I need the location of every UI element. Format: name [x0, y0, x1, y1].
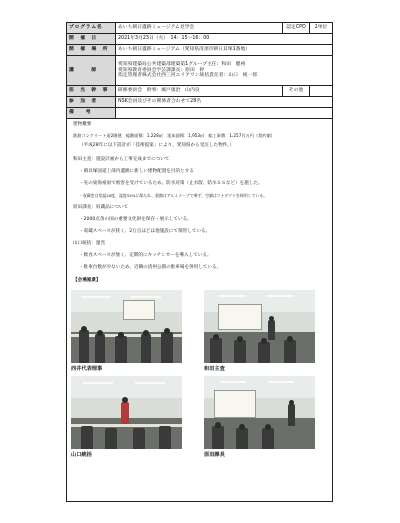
summary-line: 鉄筋コンクリート造2階建 総敷面積：1,228㎡ 延床面積：1,953㎡ 総工事費：1,257百万円（契約額）	[73, 133, 275, 138]
other-label: その他	[283, 86, 310, 97]
lecturer-label: 講 師	[67, 56, 116, 86]
venue-photo	[204, 376, 315, 449]
summary-line: ・駐車台数が少ないため、近隣の清州公園の駐車場を併用している。	[79, 265, 222, 270]
summary-heading: 建物概要	[73, 122, 92, 127]
program-label: プログラム名	[67, 23, 116, 34]
participants-label: 参 加 者	[67, 97, 116, 108]
venue-photo	[71, 290, 182, 363]
summary-line: 原田課長：収蔵品について	[73, 205, 129, 210]
event-info-table	[66, 22, 333, 119]
report-sheet	[66, 22, 333, 502]
summary-line: 和田主査：施設計画から工事完成までについて	[73, 157, 170, 162]
remarks-value	[116, 108, 333, 119]
lecturer-list	[116, 56, 333, 86]
lecturer-line: 愛知県教育委員会学芸課課長：原田 幹	[118, 67, 205, 73]
venue-value: あいち朝日遺跡ミュージアム（愛知県清須市朝日貝塚1番地）	[116, 45, 333, 56]
date-label: 開 催 日	[67, 34, 116, 45]
photo-caption: 山口統括	[71, 452, 92, 458]
photo-caption: 西井代表理事	[71, 366, 103, 372]
photo-caption: 原田課長	[204, 452, 225, 458]
venue-label: 開 催 場 所	[67, 45, 116, 56]
summary-line: ・収蔵スペースが狭く、2万点ほどは他施設にて保管している。	[79, 229, 211, 234]
summary-line: ・飲食スペースが無く、定期的にキッチンカーを導入している。	[79, 253, 212, 258]
staff-label: 担 当 幹 事	[67, 86, 116, 97]
summary-line: ・収蔵室は室温20度、湿度55%に保たれ、殺菌はアルミナーブで乗ず、空調はツナダクトを採用している。	[79, 193, 268, 198]
summary-line: ・2000点余の国の重要文化財を保存・展示している。	[79, 217, 192, 222]
remarks-label: 備 考	[67, 108, 116, 119]
cpd-value: 2単位	[310, 23, 333, 34]
program-value: あいち朝日遺跡ミュージアム見学会	[116, 23, 283, 34]
summary-line: ・朝貝塚国道上部内遺跡に新しい建物配置を目的とする	[79, 169, 194, 174]
cpd-label: 認定CPD	[283, 23, 310, 34]
summary-line: 山口統括：運営	[73, 241, 106, 246]
date-value: 2021年3月23日（火） 14：15～16：00	[116, 34, 333, 45]
lecturer-line: 指定管理者株式会社西三河エリアワン統括責任者：山口 純一郎	[118, 73, 258, 79]
other-value	[310, 86, 333, 97]
venue-photo	[71, 376, 182, 449]
photo-grid	[67, 290, 334, 480]
lecturer-line: 愛知県建築局公共建築部建築第1グループ主任：和田 健裕	[118, 61, 246, 67]
venue-photo	[204, 290, 315, 363]
participants-value: NSK会員及びその関係者合わせて28名	[116, 97, 333, 108]
summary-line: ・先の東海豪雨で被害を受けているため、防水対策（止水版、防水ＳＳなど）を施した。	[79, 181, 263, 186]
summary-section	[66, 118, 333, 502]
staff-value: 研修委員会 幹事：城戸康治 山内良	[116, 86, 283, 97]
summary-line: （平成28年に以下設計が「技術提案」により、愛知県から受注した物件。）	[79, 143, 235, 148]
photo-heading: 【会場風景】	[73, 278, 101, 283]
photo-caption: 和田主査	[204, 366, 225, 372]
